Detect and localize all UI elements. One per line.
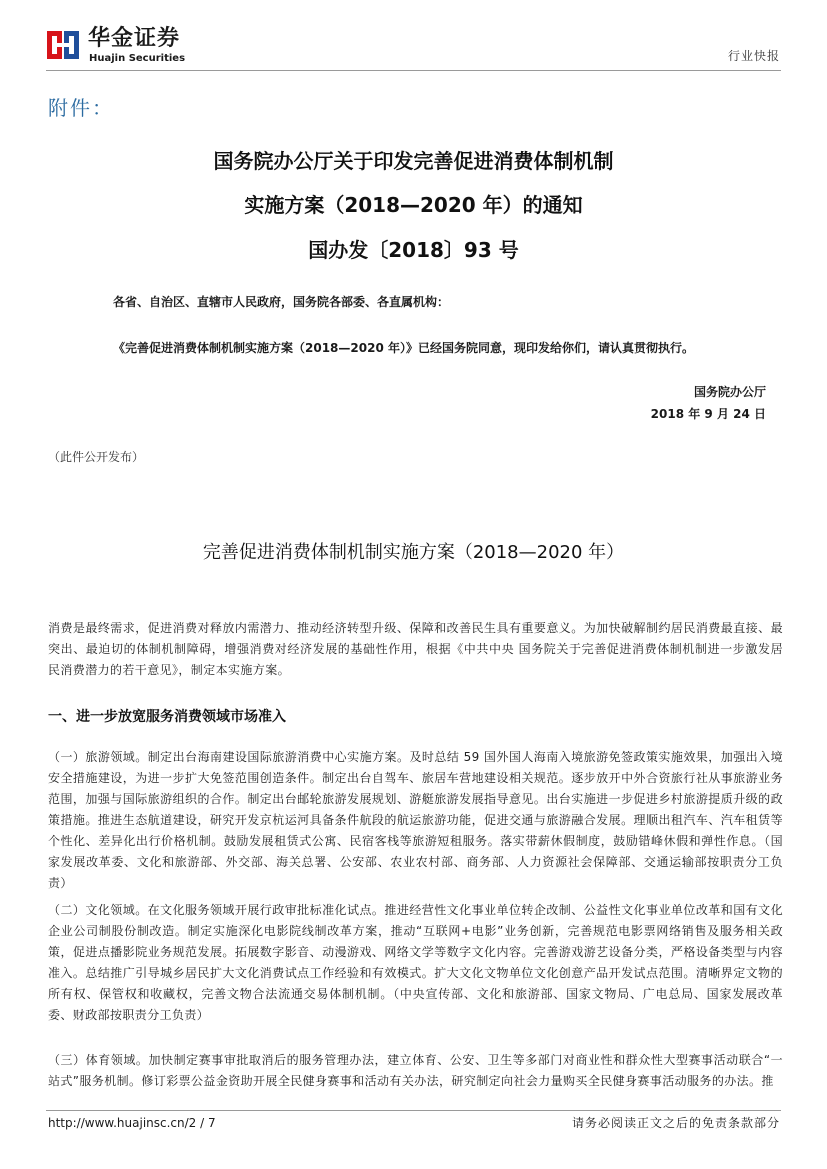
publish-note: （此件公开发布） bbox=[48, 450, 145, 464]
notice-recipients: 各省、自治区、直辖市人民政府，国务院各部委、各直属机构： bbox=[113, 295, 450, 309]
notice-doc-number: 国办发〔2018〕93 号 bbox=[308, 238, 519, 262]
brand-name-cn: 华金证券 bbox=[88, 26, 181, 51]
item-sports-paragraph: （三）体育领域。加快制定赛事审批取消后的服务管理办法，建立体育、公安、卫生等多部门对商业性和群众性大型赛事活动联合“一站式”服务机制。修订彩票公益金资助开展全民健身赛事和活动有关办法，研究制定向社会力量购买全民健身赛事活动服务的办法。推 bbox=[48, 1053, 783, 1088]
item-culture-paragraph: （二）文化领域。在文化服务领域开展行政审批标准化试点。推进经营性文化事业单位转企改制、公益性文化事业单位改革和国有文化企业公司制股份制改造。制定实施深化电影院线制改革方案，推动“互联网+电影”业务创新，完善规范电影票网络销售及服务相关政策，促进点播影院业务规范发展。拓展数字影音、动漫游戏、网络文学等数字文化内容。完善游戏游艺设备分类，严格设备类型与内容准入。总结推广引导城乡居民扩大文化消费试点工作经验和有效模式。扩大文化文物单位文化创意产品开发试点范围。清晰界定文物的所有权、保管权和收藏权，完善文物合法流通交易体制机制。（中央宣传部、文化和旅游部、国家文物局、广电总局、国家发展改革委、财政部按职责分工负责） bbox=[48, 903, 783, 1022]
footer-url-page: http://www.huajinsc.cn/2 / 7 bbox=[48, 1116, 216, 1130]
notice-body: 《完善促进消费体制机制实施方案（2018—2020 年）》已经国务院同意，现印发给你们，请认真贯彻执行。 bbox=[113, 341, 694, 355]
footer-divider bbox=[46, 1110, 781, 1111]
footer-disclaimer: 请务必阅读正文之后的免责条款部分 bbox=[571, 1116, 780, 1130]
notice-title-line2: 实施方案（2018—2020 年）的通知 bbox=[244, 193, 583, 217]
brand-name-en: Huajin Securities bbox=[89, 53, 186, 64]
page-header bbox=[0, 0, 827, 70]
notice-date: 2018 年 9 月 24 日 bbox=[650, 407, 766, 421]
huajin-logo-icon bbox=[46, 28, 80, 62]
document-type-label: 行业快报 bbox=[727, 49, 780, 63]
item-tourism-paragraph: （一）旅游领域。制定出台海南建设国际旅游消费中心实施方案。及时总结 59 国外国人海南入境旅游免签政策实施效果，加强出入境安全措施建设，为进一步扩大免签范围创造条件。制定出台自驾车、旅居车营地建设相关规范。逐步放开中外合资旅行社从事旅游业务范围，加强与国际旅游组织的合作。制定出台邮轮旅游发展规划、游艇旅游发展指导意见。出台实施进一步促进乡村旅游提质升级的政策措施。推进生态航道建设，研究开发京杭运河具备条件航段的航运旅游功能，促进交通与旅游融合发展。理顺出租汽车、汽车租赁等个性化、差异化出行价格机制。鼓励发展租赁式公寓、民宿客栈等旅游短租服务。落实带薪休假制度，鼓励错峰休假和弹性作息。（国家发展改革委、文化和旅游部、外交部、海关总署、公安部、农业农村部、商务部、人力资源社会保障部、交通运输部按职责分工负责） bbox=[48, 750, 783, 890]
plan-intro-paragraph: 消费是最终需求，促进消费对释放内需潜力、推动经济转型升级、保障和改善民生具有重要意义。为加快破解制约居民消费最直接、最突出、最迫切的体制机制障碍，增强消费对经济发展的基础性作用，根据《中共中央 国务院关于完善促进消费体制机制进一步激发居民消费潜力的若干意见》，制定本实施方案。 bbox=[48, 621, 783, 677]
attachment-label: 附件： bbox=[48, 96, 114, 120]
header-divider bbox=[46, 70, 781, 71]
notice-title-line1: 国务院办公厅关于印发完善促进消费体制机制 bbox=[213, 149, 614, 173]
plan-title: 完善促进消费体制机制实施方案（2018—2020 年） bbox=[202, 542, 625, 563]
notice-issuer: 国务院办公厅 bbox=[693, 385, 766, 399]
section-heading: 一、进一步放宽服务消费领域市场准入 bbox=[48, 709, 286, 725]
